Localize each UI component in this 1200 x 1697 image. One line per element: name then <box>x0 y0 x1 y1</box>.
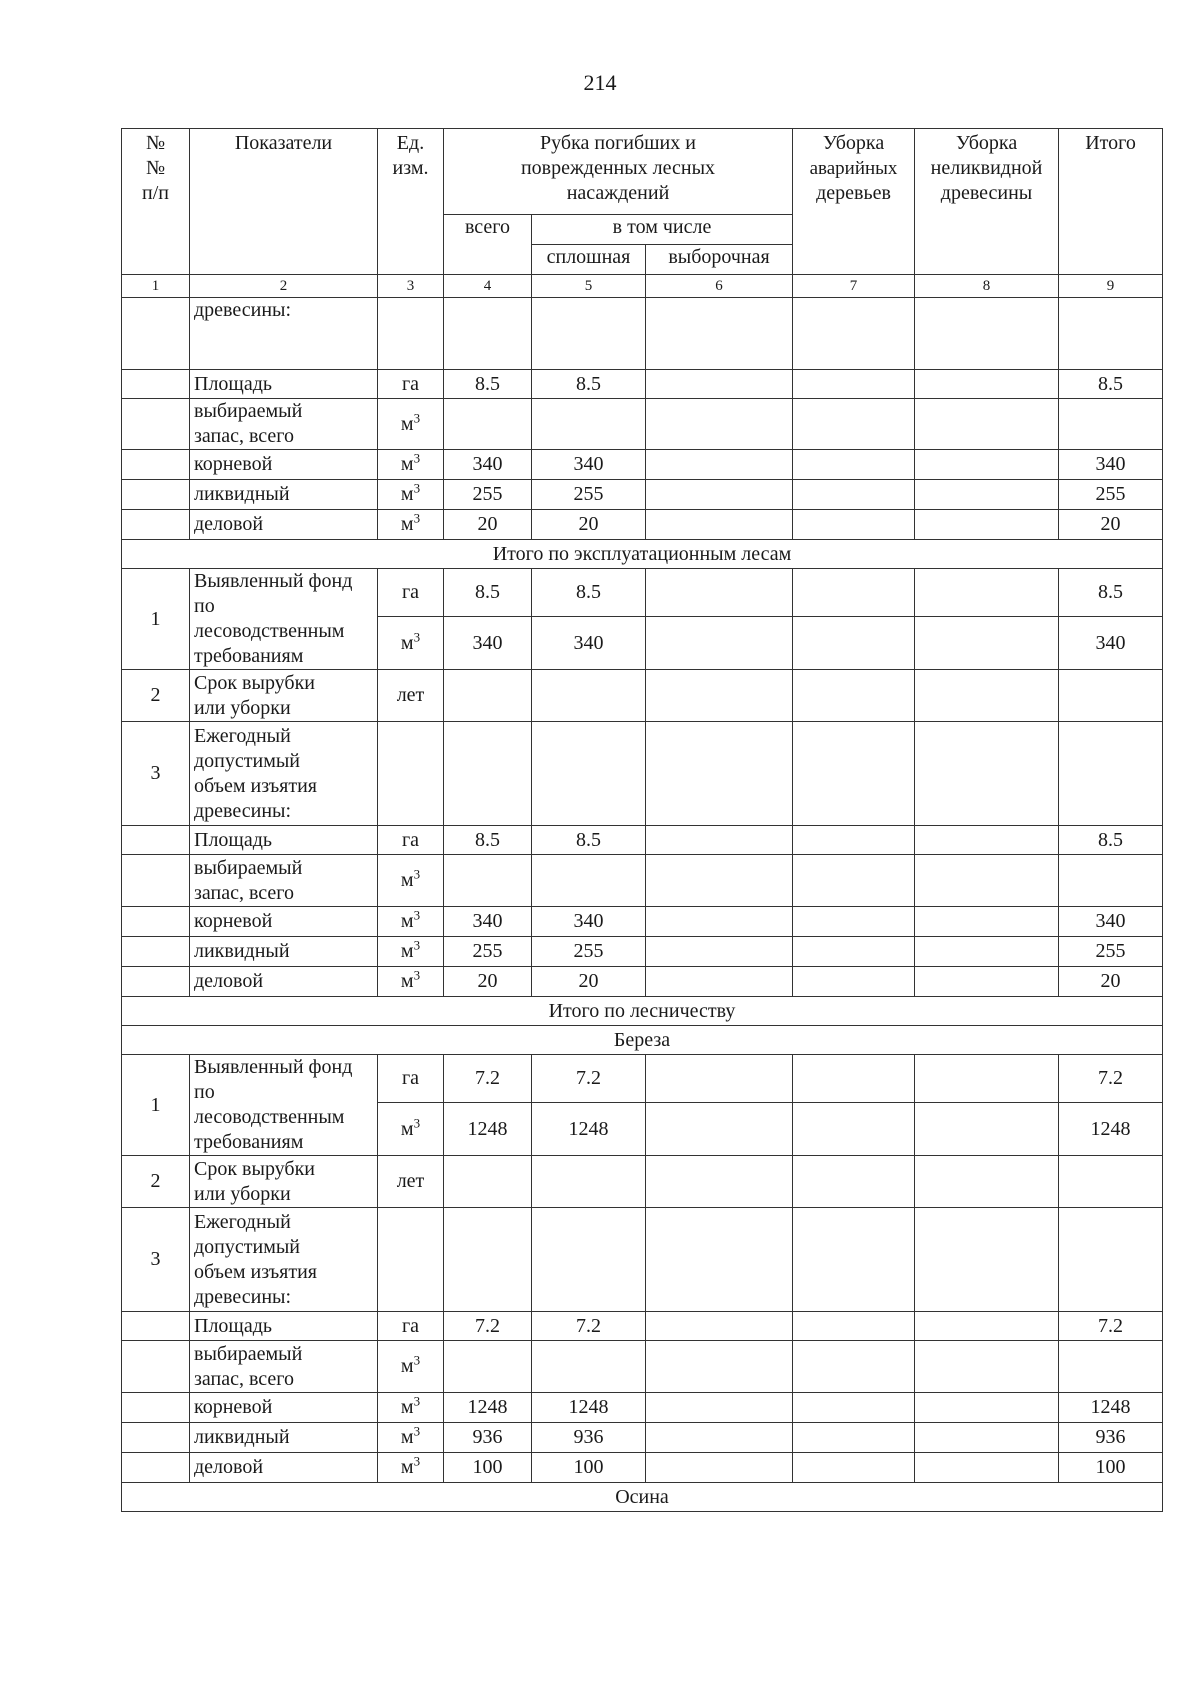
value-sploshnaya: 20 <box>532 967 646 997</box>
table-row <box>122 510 1163 540</box>
value-vsego: 7.2 <box>444 1055 532 1103</box>
value-vsego: 20 <box>444 510 532 540</box>
table-row <box>122 370 1163 399</box>
row-label: Срок вырубки или уборки <box>190 670 378 722</box>
value-sploshnaya: 340 <box>532 450 646 480</box>
table-row <box>122 1055 1163 1103</box>
col-number: 2 <box>190 275 378 298</box>
table-row <box>122 1156 1163 1208</box>
header-uborka-avariynyh: Уборка аварийных деревьев <box>793 129 915 275</box>
value-itogo: 8.5 <box>1059 569 1163 617</box>
value-itogo: 100 <box>1059 1453 1163 1483</box>
col-number: 6 <box>646 275 793 298</box>
unit-cell: $м^3$ <box>378 1453 444 1483</box>
value-itogo: 340 <box>1059 450 1163 480</box>
section-row <box>122 1483 1163 1512</box>
unit-cell: $м^3$ <box>378 1393 444 1423</box>
row-number: 1 <box>122 569 190 670</box>
unit-cell: га <box>378 569 444 617</box>
unit-cell: $м^3$ <box>378 855 444 907</box>
value-itogo: 20 <box>1059 510 1163 540</box>
section-row <box>122 1026 1163 1055</box>
row-label: Ежегодный допустимый объем изъятия древесины: <box>190 1208 378 1312</box>
value-vsego: 20 <box>444 967 532 997</box>
col-number: 7 <box>793 275 915 298</box>
col-number: 8 <box>915 275 1059 298</box>
forest-harvest-table <box>121 128 1163 1512</box>
row-label: выбираемый запас, всего <box>190 1341 378 1393</box>
value-vsego: 340 <box>444 907 532 937</box>
value-sploshnaya: 7.2 <box>532 1312 646 1341</box>
value-vsego: 255 <box>444 480 532 510</box>
unit-cell: $м^3$ <box>378 907 444 937</box>
value-sploshnaya: 340 <box>532 617 646 670</box>
value-itogo: 936 <box>1059 1423 1163 1453</box>
section-row <box>122 540 1163 569</box>
value-vsego: 7.2 <box>444 1312 532 1341</box>
header-row-1 <box>122 129 1163 215</box>
value-vsego: 340 <box>444 617 532 670</box>
row-label: ликвидный <box>190 1423 378 1453</box>
row-label: древесины: <box>190 298 378 370</box>
unit-cell: лет <box>378 670 444 722</box>
table-row <box>122 907 1163 937</box>
unit-cell: $м^3$ <box>378 967 444 997</box>
header-itogo: Итого <box>1059 129 1163 275</box>
row-label: Выявленный фонд по лесоводственным требованиям <box>190 1055 378 1156</box>
table-row <box>122 569 1163 617</box>
value-vsego: 340 <box>444 450 532 480</box>
value-sploshnaya: 100 <box>532 1453 646 1483</box>
section-title: Итого по эксплуатационным лесам <box>122 540 1163 569</box>
value-sploshnaya: 936 <box>532 1423 646 1453</box>
row-number: 3 <box>122 1208 190 1312</box>
value-itogo: 7.2 <box>1059 1312 1163 1341</box>
row-number: 2 <box>122 670 190 722</box>
unit-cell: $м^3$ <box>378 480 444 510</box>
value-itogo: 1248 <box>1059 1393 1163 1423</box>
unit-cell: га <box>378 370 444 399</box>
unit-cell: $м^3$ <box>378 399 444 450</box>
unit-cell: $м^3$ <box>378 617 444 670</box>
row-number: 3 <box>122 722 190 826</box>
col-number: 1 <box>122 275 190 298</box>
unit-cell: $м^3$ <box>378 510 444 540</box>
value-sploshnaya: 340 <box>532 907 646 937</box>
header-uborka-nelikvidnoy: Уборка неликвидной древесины <box>915 129 1059 275</box>
section-title: Итого по лесничеству <box>122 997 1163 1026</box>
value-sploshnaya: 255 <box>532 937 646 967</box>
value-vsego: 1248 <box>444 1103 532 1156</box>
row-label: Площадь <box>190 826 378 855</box>
row-number: 1 <box>122 1055 190 1156</box>
page-number: 214 <box>583 70 617 95</box>
table-row <box>122 1423 1163 1453</box>
value-itogo: 340 <box>1059 617 1163 670</box>
col-number: 4 <box>444 275 532 298</box>
table-row <box>122 480 1163 510</box>
header-indicators: Показатели <box>190 129 378 275</box>
row-number: 2 <box>122 1156 190 1208</box>
table-row <box>122 298 1163 370</box>
col-number: 3 <box>378 275 444 298</box>
row-label: Площадь <box>190 370 378 399</box>
header-vsego: всего <box>444 215 532 275</box>
unit-cell: $м^3$ <box>378 1103 444 1156</box>
row-label: ликвидный <box>190 480 378 510</box>
header-sploshnaya: сплошная <box>532 245 646 275</box>
row-label: корневой <box>190 1393 378 1423</box>
row-label: ликвидный <box>190 937 378 967</box>
value-sploshnaya: 1248 <box>532 1393 646 1423</box>
value-itogo: 8.5 <box>1059 370 1163 399</box>
table-row <box>122 937 1163 967</box>
table-row <box>122 722 1163 826</box>
header-unit: Ед. изм. <box>378 129 444 275</box>
col-number: 5 <box>532 275 646 298</box>
column-numbers-row <box>122 275 1163 298</box>
section-row <box>122 997 1163 1026</box>
unit-cell: $м^3$ <box>378 1423 444 1453</box>
value-itogo: 255 <box>1059 480 1163 510</box>
value-sploshnaya: 8.5 <box>532 370 646 399</box>
value-sploshnaya: 8.5 <box>532 826 646 855</box>
table-row <box>122 967 1163 997</box>
header-rubka: Рубка погибших и поврежденных лесных насаждений <box>444 129 793 215</box>
row-label: выбираемый запас, всего <box>190 399 378 450</box>
value-itogo: 8.5 <box>1059 826 1163 855</box>
unit-cell: $м^3$ <box>378 1341 444 1393</box>
value-itogo: 7.2 <box>1059 1055 1163 1103</box>
table-row <box>122 1393 1163 1423</box>
unit-cell: $м^3$ <box>378 450 444 480</box>
value-vsego: 8.5 <box>444 569 532 617</box>
value-sploshnaya: 20 <box>532 510 646 540</box>
value-vsego: 8.5 <box>444 826 532 855</box>
table-row <box>122 1208 1163 1312</box>
value-sploshnaya: 8.5 <box>532 569 646 617</box>
col-number: 9 <box>1059 275 1163 298</box>
section-title: Береза <box>122 1026 1163 1055</box>
value-vsego: 936 <box>444 1423 532 1453</box>
value-vsego: 1248 <box>444 1393 532 1423</box>
table-row <box>122 1453 1163 1483</box>
row-label: деловой <box>190 510 378 540</box>
unit-cell: $м^3$ <box>378 937 444 967</box>
unit-cell: га <box>378 1055 444 1103</box>
unit-cell: лет <box>378 1156 444 1208</box>
value-itogo: 20 <box>1059 967 1163 997</box>
section-title: Осина <box>122 1483 1163 1512</box>
row-label: корневой <box>190 907 378 937</box>
value-itogo: 255 <box>1059 937 1163 967</box>
row-label: корневой <box>190 450 378 480</box>
value-itogo: 340 <box>1059 907 1163 937</box>
row-label: деловой <box>190 1453 378 1483</box>
table-row <box>122 1341 1163 1393</box>
value-vsego: 255 <box>444 937 532 967</box>
header-vyborochnaya: выборочная <box>646 245 793 275</box>
table-row <box>122 450 1163 480</box>
table-row <box>122 855 1163 907</box>
table-row <box>122 826 1163 855</box>
value-vsego: 8.5 <box>444 370 532 399</box>
header-num: № № п/п <box>122 129 190 275</box>
row-label: Ежегодный допустимый объем изъятия древесины: <box>190 722 378 826</box>
row-label: деловой <box>190 967 378 997</box>
row-label: Площадь <box>190 1312 378 1341</box>
value-sploshnaya: 255 <box>532 480 646 510</box>
row-label: Срок вырубки или уборки <box>190 1156 378 1208</box>
value-itogo: 1248 <box>1059 1103 1163 1156</box>
table-row <box>122 670 1163 722</box>
row-label: выбираемый запас, всего <box>190 855 378 907</box>
value-sploshnaya: 1248 <box>532 1103 646 1156</box>
header-v-tom-chisle: в том числе <box>532 215 793 245</box>
unit-cell: га <box>378 1312 444 1341</box>
value-sploshnaya: 7.2 <box>532 1055 646 1103</box>
value-vsego: 100 <box>444 1453 532 1483</box>
unit-cell: га <box>378 826 444 855</box>
table-row <box>122 1312 1163 1341</box>
row-label: Выявленный фонд по лесоводственным требованиям <box>190 569 378 670</box>
table-row <box>122 399 1163 450</box>
